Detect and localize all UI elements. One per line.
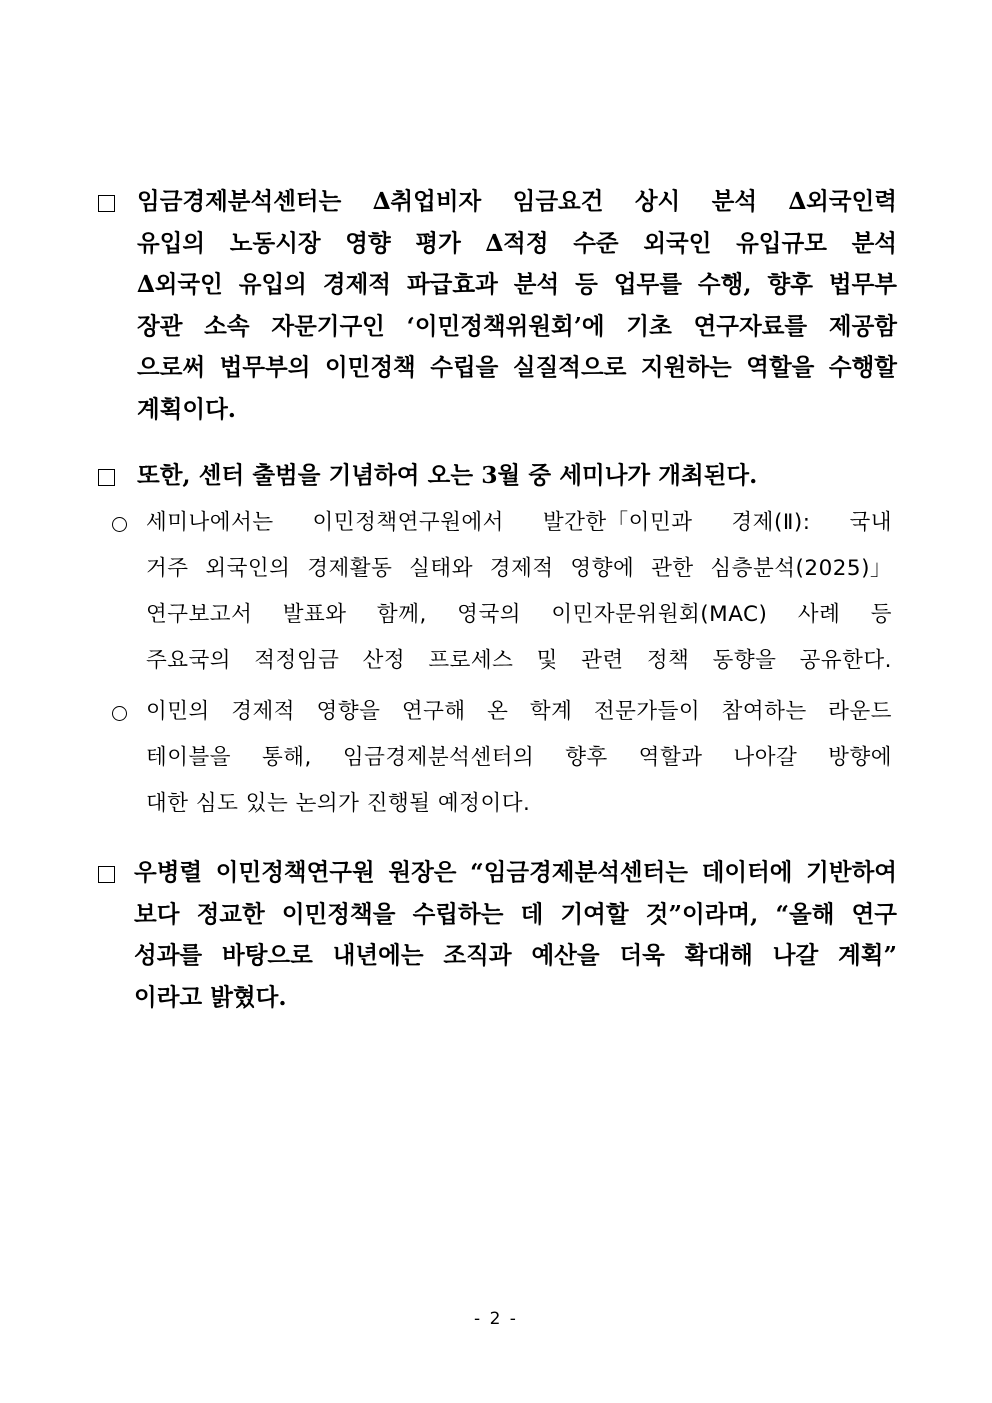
checkbox-square-icon: [98, 469, 115, 486]
paragraph-line: 장관 소속 자문기구인 ‘이민정책위원회’에 기초 연구자료를 제공함: [137, 311, 897, 340]
paragraph-line: 임금경제분석센터는 ∆취업비자 임금요건 상시 분석 ∆외국인력: [137, 187, 897, 215]
paragraph-line: 성과를 바탕으로 내년에는 조직과 예산을 더욱 확대해 나갈 계획”: [134, 941, 897, 969]
paragraph-line: ∆외국인 유입의 경제적 파급효과 분석 등 업무를 수행, 향후 법무부: [137, 270, 897, 298]
paragraph-line: 이라고 밝혔다.: [134, 982, 287, 1011]
bullet-line: 이민의 경제적 영향을 연구해 온 학계 전문가들이 참여하는 라운드: [146, 699, 892, 724]
checkbox-square-icon: [98, 195, 115, 212]
bullet-line: 주요국의 적정임금 산정 프로세스 및 관련 정책 동향을 공유한다.: [146, 648, 892, 673]
paragraph-line: 또한, 센터 출범을 기념하여 오는 3월 중 세미나가 개최된다.: [137, 461, 758, 489]
bullet-circle-icon: [112, 706, 127, 721]
bullet-line: 세미나에서는 이민정책연구원에서 발간한「이민과 경제(Ⅱ): 국내: [146, 510, 892, 535]
page-number: - 2 -: [474, 1309, 518, 1329]
paragraph-seminar-announcement: [137, 455, 837, 497]
bullet-line: 연구보고서 발표와 함께, 영국의 이민자문위원회(MAC) 사례 등: [146, 602, 892, 627]
paragraph-center-role: [137, 181, 897, 430]
bullet-line: 대한 심도 있는 논의가 진행될 예정이다.: [146, 791, 531, 816]
checkbox-square-icon: [98, 866, 115, 883]
bullet-seminar-content: [146, 500, 892, 684]
bullet-line: 테이블을 통해, 임금경제분석센터의 향후 역할과 나아갈 방향에: [146, 745, 892, 770]
bullet-roundtable: [146, 689, 892, 827]
bullet-circle-icon: [112, 517, 127, 532]
paragraph-line: 우병렬 이민정책연구원 원장은 “임금경제분석센터는 데이터에 기반하여: [134, 858, 897, 886]
bullet-line: 거주 외국인의 경제활동 실태와 경제적 영향에 관한 심층분석(2025)」: [146, 556, 892, 581]
paragraph-line: 유입의 노동시장 영향 평가 ∆적정 수준 외국인 유입규모 분석: [137, 228, 897, 257]
paragraph-line: 계획이다.: [137, 394, 236, 423]
paragraph-line: 보다 정교한 이민정책을 수립하는 데 기여할 것”이라며, “올해 연구: [134, 899, 897, 928]
paragraph-director-quote: [134, 852, 897, 1018]
paragraph-line: 으로써 법무부의 이민정책 수립을 실질적으로 지원하는 역할을 수행할: [137, 353, 897, 381]
